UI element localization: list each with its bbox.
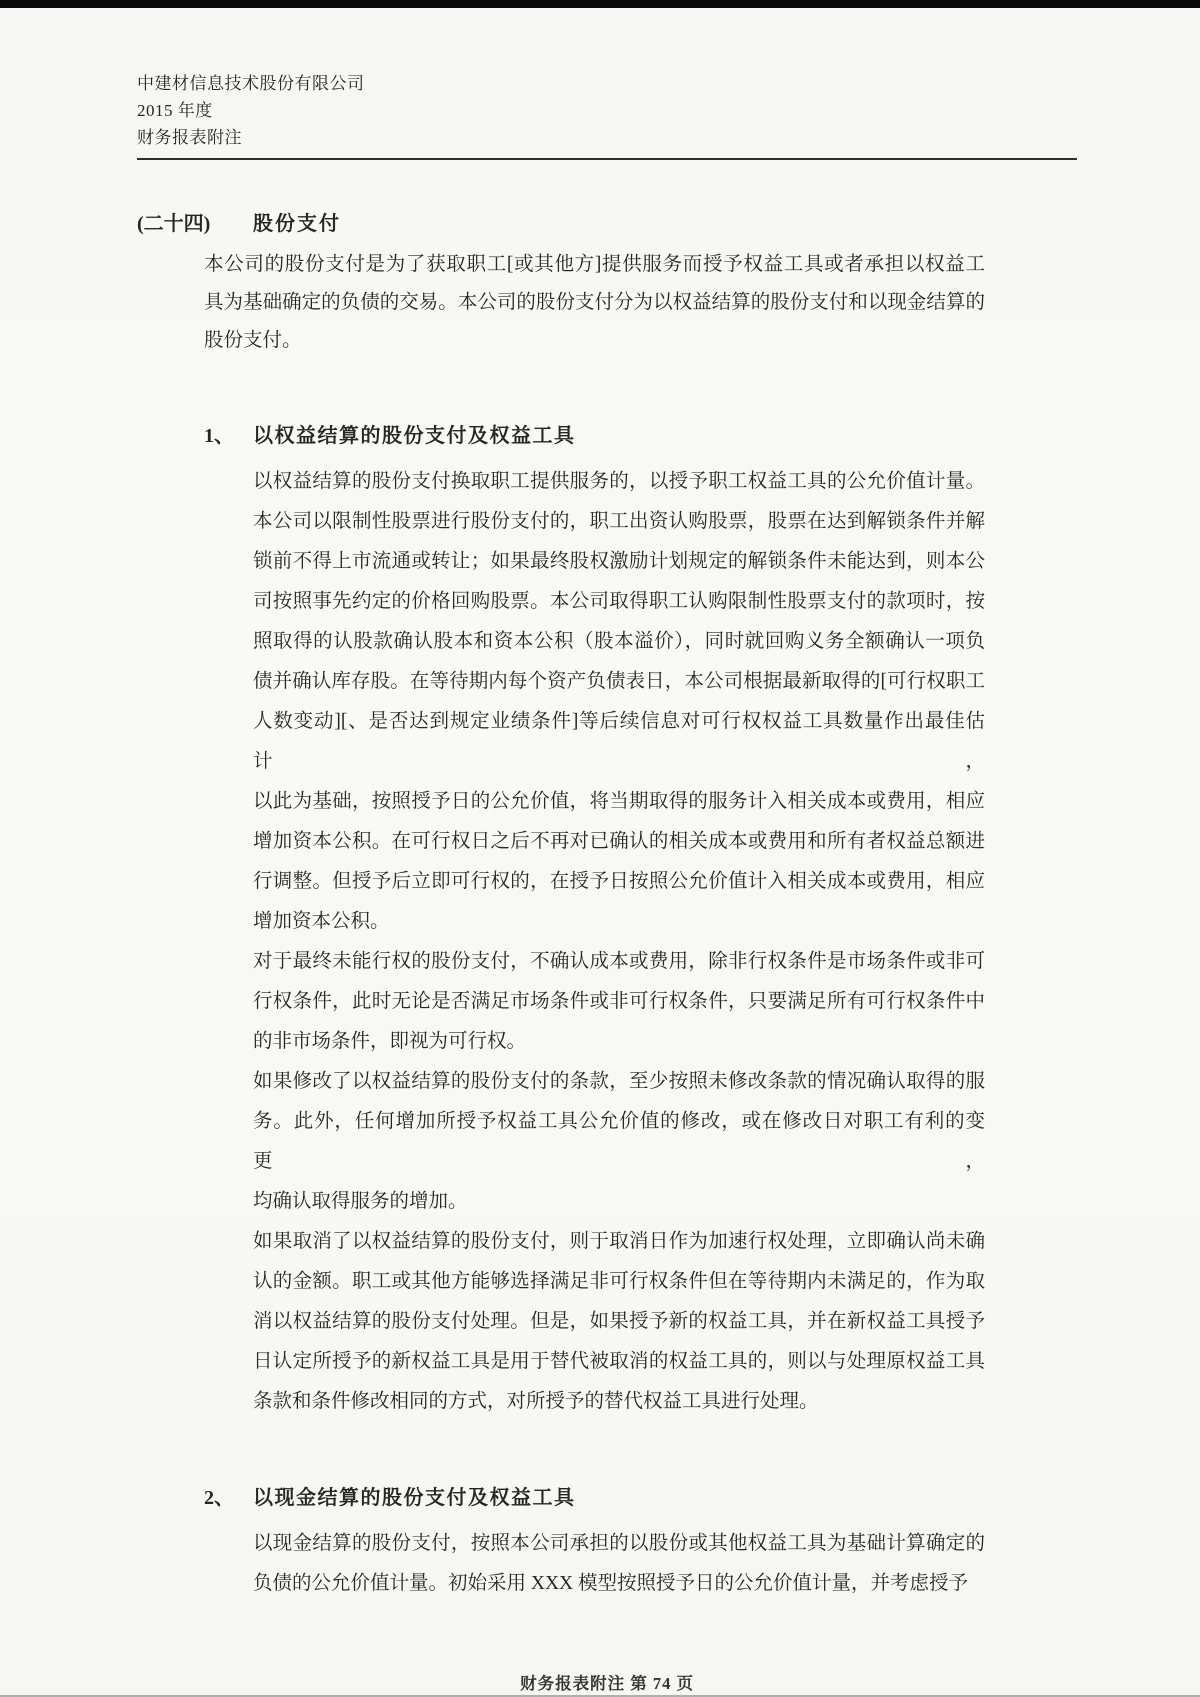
- doc-title: 财务报表附注: [137, 128, 242, 147]
- text-line: 人数变动][、是否达到规定业绩条件]等后续信息对可行权权益工具数量作出最佳估计，: [253, 711, 985, 772]
- text-line: 债并确认库存股。在等待期内每个资产负债表日，本公司根据最新取得的[可行权职工: [253, 671, 985, 692]
- text-line: 务。此外，任何增加所授予权益工具公允价值的修改，或在修改日对职工有利的变更，: [253, 1111, 985, 1172]
- section-heading: [137, 210, 1077, 238]
- subsection: [204, 422, 1077, 1422]
- paragraph: [253, 1222, 985, 1422]
- subsection-title: 以权益结算的股份支付及权益工具: [253, 425, 576, 447]
- text-line: 对于最终未能行权的股份支付，不确认成本或费用，除非行权条件是市场条件或非可: [253, 951, 985, 972]
- page-header: [137, 70, 1077, 160]
- text-line: 司按照事先约定的价格回购股票。本公司取得职工认购限制性股票支付的款项时，按: [253, 591, 985, 612]
- header-rule: [137, 158, 1077, 160]
- paragraph: [253, 1524, 985, 1604]
- text-line: 消以权益结算的股份支付处理。但是，如果授予新的权益工具，并在新权益工具授予: [253, 1311, 985, 1332]
- subsection: [204, 1484, 1077, 1604]
- footer-text: 财务报表附注 第 74 页: [520, 1674, 694, 1693]
- company-name: 中建材信息技术股份有限公司: [137, 74, 365, 93]
- paragraph: [253, 1062, 985, 1222]
- text-line: 以现金结算的股份支付，按照本公司承担的以股份或其他权益工具为基础计算确定的: [253, 1533, 985, 1554]
- text-line: 的非市场条件，即视为可行权。: [253, 1031, 527, 1052]
- text-line: 以权益结算的股份支付换取职工提供服务的，以授予职工权益工具的公允价值计量。: [253, 471, 985, 492]
- section-title: 股份支付: [253, 213, 341, 235]
- subsection-heading: [204, 1484, 1077, 1512]
- text-line: 行调整。但授予后立即可行权的，在授予日按照公允价值计入相关成本或费用，相应: [253, 871, 985, 892]
- scan-top-edge: [0, 0, 1200, 8]
- text-line: 本公司以限制性股票进行股份支付的，职工出资认购股票，股票在达到解锁条件并解: [253, 511, 985, 532]
- text-line: 照取得的认股款确认股本和资本公积（股本溢价），同时就回购义务全额确认一项负: [253, 631, 985, 652]
- subsection-number: 2、: [204, 1487, 234, 1509]
- text-line: 具为基础确定的负债的交易。本公司的股份支付分为以权益结算的股份支付和以现金结算的: [204, 292, 985, 313]
- text-line: 增加资本公积。: [253, 911, 390, 932]
- text-line: 日认定所授予的新权益工具是用于替代被取消的权益工具的，则以与处理原权益工具: [253, 1351, 985, 1372]
- text-line: 以此为基础，按照授予日的公允价值，将当期取得的服务计入相关成本或费用，相应: [253, 791, 985, 812]
- text-line: 增加资本公积。在可行权日之后不再对已确认的相关成本或费用和所有者权益总额进: [253, 831, 985, 852]
- text-line: 本公司的股份支付是为了获取职工[或其他方]提供服务而授予权益工具或者承担以权益工: [204, 254, 985, 275]
- fiscal-year: 2015 年度: [137, 101, 213, 120]
- text-line: 行权条件，此时无论是否满足市场条件或非可行权条件，只要满足所有可行权条件中: [253, 991, 985, 1012]
- text-line: 如果修改了以权益结算的股份支付的条款，至少按照未修改条款的情况确认取得的服: [253, 1071, 985, 1092]
- intro-paragraph: [204, 246, 985, 360]
- subsection-heading: [204, 422, 1077, 450]
- text-line: 条款和条件修改相同的方式，对所授予的替代权益工具进行处理。: [253, 1391, 819, 1412]
- section-number: (二十四): [137, 213, 211, 235]
- text-line: 均确认取得服务的增加。: [253, 1191, 468, 1212]
- paragraph: [253, 462, 985, 942]
- subsection-title: 以现金结算的股份支付及权益工具: [253, 1487, 576, 1509]
- subsections: [137, 422, 1077, 1604]
- text-line: 如果取消了以权益结算的股份支付，则于取消日作为加速行权处理，立即确认尚未确: [253, 1231, 985, 1252]
- text-line: 锁前不得上市流通或转让；如果最终股权激励计划规定的解锁条件未能达到，则本公: [253, 551, 985, 572]
- paragraph: [253, 942, 985, 1062]
- page-footer: [137, 1670, 1077, 1694]
- text-line: 认的金额。职工或其他方能够选择满足非可行权条件但在等待期内未满足的，作为取: [253, 1271, 985, 1292]
- subsection-body: [253, 462, 985, 1422]
- text-line: 股份支付。: [204, 330, 302, 351]
- subsection-number: 1、: [204, 425, 234, 447]
- subsection-body: [253, 1524, 985, 1604]
- text-line: 负债的公允价值计量。初始采用 XXX 模型按照授予日的公允价值计量，并考虑授予: [253, 1573, 968, 1594]
